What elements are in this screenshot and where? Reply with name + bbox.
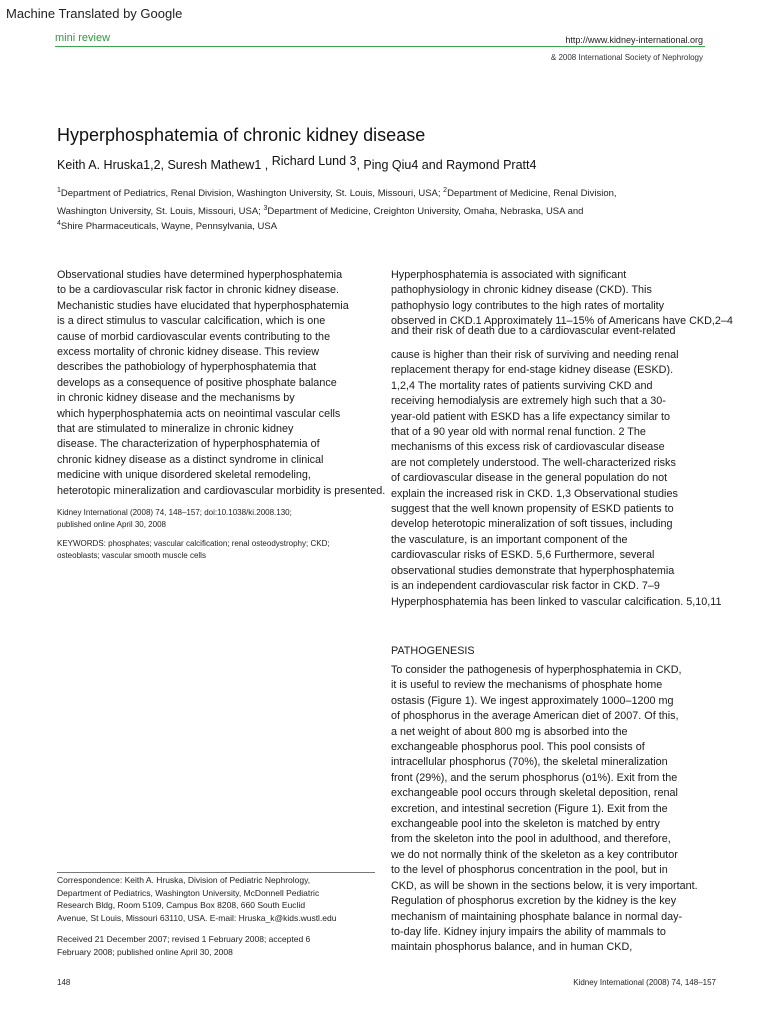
pathogenesis-line: intracellular phosphorus (70%), the skeletal mineralization: [391, 756, 668, 769]
abstract: [57, 268, 385, 499]
intro-line: develop heterotopic mineralization of soft tissues, including: [391, 518, 673, 531]
abstract-line: disease. The characterization of hyperphosphatemia of: [57, 438, 320, 451]
authors-part-2: Richard Lund 3: [271, 154, 357, 168]
keywords-line: KEYWORDS: phosphates; vascular calcification; renal osteodystrophy; CKD;: [57, 539, 330, 548]
pathogenesis-line: to-day life. Kidney injury impairs the ability of mammals to: [391, 925, 666, 938]
abstract-line: develops as a consequence of positive phosphate balance: [57, 376, 337, 389]
section-label: mini review: [55, 32, 111, 44]
abstract-line: is a direct stimulus to vascular calcification, which is one: [57, 315, 326, 328]
header-rule: [55, 46, 705, 47]
received-line: February 2008; published online April 30, 2008: [57, 946, 233, 957]
pathogenesis-line: we do not normally think of the skeleton as a key contributor: [391, 848, 678, 861]
pathogenesis-line: To consider the pathogenesis of hyperphosphatemia in CKD,: [391, 664, 682, 676]
abstract-line: to be a cardiovascular risk factor in chronic kidney disease.: [57, 284, 340, 297]
intro-line: mechanisms of this excess risk of cardiovascular disease: [391, 441, 665, 454]
intro-line: Hyperphosphatemia is associated with significant: [391, 269, 627, 281]
pathogenesis-line: exchangeable pool into the skeleton is matched by entry: [391, 818, 660, 831]
abstract-line: which hyperphosphatemia acts on neointimal vascular cells: [57, 407, 341, 420]
authors-part-1: Keith A. Hruska1,2, Suresh Mathew1 ,: [57, 158, 269, 172]
correspondence-line: Research Bldg, Room 5109, Campus Box 8208, 660 South Euclid: [57, 900, 306, 910]
pathogenesis-line: maintain phosphorus balance, and in human CKD,: [391, 941, 633, 954]
affiliation-4: Shire Pharmaceuticals, Wayne, Pennsylvania, USA: [60, 221, 278, 233]
received-block: [57, 933, 310, 958]
intro-line: the vasculature, is an important component of the: [391, 533, 628, 546]
intro-line: cause is higher than their risk of surviving and needing renal: [391, 349, 679, 361]
intro-line: year-old patient with ESKD has a life expectancy similar to: [391, 410, 671, 423]
intro-line: suggest that the well known propensity of ESKD patients to: [391, 503, 674, 516]
authors-part-3: , Ping Qiu4 and Raymond Pratt4: [356, 158, 537, 172]
author-list: [57, 154, 537, 172]
correspondence-line: Department of Pediatrics, Washington University, McDonnell Pediatric: [57, 887, 320, 898]
pathogenesis-line: excretion, and intestinal secretion (Figure 1). Exit from the: [391, 802, 668, 815]
intro-line: of cardiovascular disease in the general population do not: [391, 472, 668, 485]
pathogenesis-line: it is useful to review the mechanisms of phosphate home: [391, 679, 663, 692]
pathogenesis-line: a net weight of about 800 mg is absorbed into the: [391, 725, 628, 738]
abstract-line: heterotopic mineralization and cardiovascular morbidity is presented.: [57, 484, 386, 497]
aff-marker-4: 4: [57, 220, 61, 228]
journal-url[interactable]: http://www.kidney-international.org: [565, 35, 703, 45]
citation-block: [57, 507, 292, 531]
abstract-line: medicine with unique disordered skeletal remodeling,: [57, 469, 311, 482]
correspondence-block: [57, 874, 337, 924]
abstract-line: excess mortality of chronic kidney disease. This review: [57, 346, 320, 359]
intro-line: is an independent cardiovascular risk factor in CKD. 7–9: [391, 580, 660, 593]
intro-line: are not completely understood. The well-characterized risks: [391, 456, 676, 469]
intro-line: replacement therapy for end-stage kidney disease (ESKD).: [391, 364, 674, 377]
intro-line: observational studies demonstrate that hyperphosphatemia: [391, 564, 675, 577]
pathogenesis-line: from the skeleton into the pool in adulthood, and therefore,: [391, 833, 671, 846]
pathogenesis-line: front (29%), and the serum phosphorus (o1%). Exit from the: [391, 771, 678, 784]
copyright-line: & 2008 International Society of Nephrology: [550, 53, 703, 62]
intro-line: cardiovascular risks of ESKD. 5,6 Furthermore, several: [391, 549, 655, 562]
affiliation-2b: Washington University, St. Louis, Missouri, USA;: [57, 206, 261, 218]
introduction-part-b: [391, 348, 722, 610]
abstract-line: cause of morbid cardiovascular events contributing to the: [57, 330, 331, 343]
intro-line: observed in CKD.1 Approximately 11–15% of Americans have CKD,2–4: [391, 315, 733, 328]
correspondence-line: Avenue, St Louis, Missouri 63110, USA. E-mail: Hruska_k@kids.wustl.edu: [57, 912, 337, 923]
article-title: Hyperphosphatemia of chronic kidney disease: [57, 125, 426, 145]
citation-line: published online April 30, 2008: [57, 520, 166, 529]
abstract-line: chronic kidney disease as a distinct syndrome in clinical: [57, 453, 324, 466]
intro-line: receiving hemodialysis are extremely high such that a 30-: [391, 395, 666, 408]
aff-marker-3: 3: [263, 205, 268, 213]
page-number: 148: [57, 978, 71, 987]
pathogenesis-text: [391, 663, 698, 956]
affiliation-1: Department of Pediatrics, Renal Division, Washington University, St. Louis, Missouri, USA;: [60, 188, 441, 200]
intro-line: explain the increased risk in CKD. 1,3 Observational studies: [391, 487, 678, 500]
correspondence-rule: [57, 872, 375, 873]
citation-line: Kidney International (2008) 74, 148–157; doi:10.1038/ki.2008.130;: [57, 508, 292, 517]
received-line: Received 21 December 2007; revised 1 February 2008; accepted 6: [57, 934, 311, 944]
pathogenesis-line: Regulation of phosphorus excretion by the kidney is the key: [391, 895, 677, 908]
aff-marker-2: 2: [443, 187, 448, 194]
section-heading-pathogenesis: PATHOGENESIS: [391, 645, 475, 657]
intro-line: Hyperphosphatemia has been linked to vascular calcification. 5,10,11: [391, 595, 722, 608]
abstract-line: that are stimulated to mineralize in chronic kidney: [57, 423, 294, 436]
pathogenesis-line: of phosphorus in the average American diet of 2007. Of this,: [391, 710, 679, 723]
pathogenesis-line: to the level of phosphorus concentration in the pool, but in: [391, 864, 668, 877]
intro-line: and their risk of death due to a cardiovascular event-related: [391, 324, 676, 337]
intro-line: that of a 90 year old with normal renal function. 2 The: [391, 426, 646, 439]
footer-journal: Kidney International (2008) 74, 148–157: [573, 978, 716, 987]
affiliation-2: Department of Medicine, Renal Division,: [447, 188, 617, 200]
translation-banner: Machine Translated by Google: [6, 6, 183, 21]
keywords-line: osteoblasts; vascular smooth muscle cells: [57, 551, 206, 560]
abstract-line: Observational studies have determined hyperphosphatemia: [57, 269, 343, 281]
intro-line: pathophysio logy contributes to the high rates of mortality: [391, 299, 665, 312]
abstract-line: Mechanistic studies have elucidated that hyperphosphatemia: [57, 299, 349, 312]
abstract-line: describes the pathobiology of hyperphosphatemia that: [57, 361, 317, 374]
aff-marker-1: 1: [57, 187, 61, 194]
keywords-block: [57, 538, 330, 562]
pathogenesis-line: ostasis (Figure 1). We ingest approximately 1000–1200 mg: [391, 694, 674, 707]
pathogenesis-line: exchangeable phosphorus pool. This pool consists of: [391, 741, 645, 754]
pathogenesis-line: exchangeable pool occurs through skeletal deposition, renal: [391, 787, 678, 800]
introduction-part-a: [391, 268, 733, 339]
abstract-line: in chronic kidney disease and the mechanisms by: [57, 392, 295, 405]
pathogenesis-line: mechanism of maintaining phosphate balance in normal day-: [391, 910, 683, 923]
affiliation-3: Department of Medicine, Creighton University, Omaha, Nebraska, USA and: [267, 206, 584, 218]
intro-line: 1,2,4 The mortality rates of patients surviving CKD and: [391, 379, 653, 392]
intro-line: pathophysiology in chronic kidney disease (CKD). This: [391, 284, 652, 297]
pathogenesis-line: CKD, as will be shown in the sections below, it is very important.: [391, 879, 698, 892]
correspondence-line: Correspondence: Keith A. Hruska, Division of Pediatric Nephrology,: [57, 875, 311, 885]
affiliations: [57, 183, 707, 234]
